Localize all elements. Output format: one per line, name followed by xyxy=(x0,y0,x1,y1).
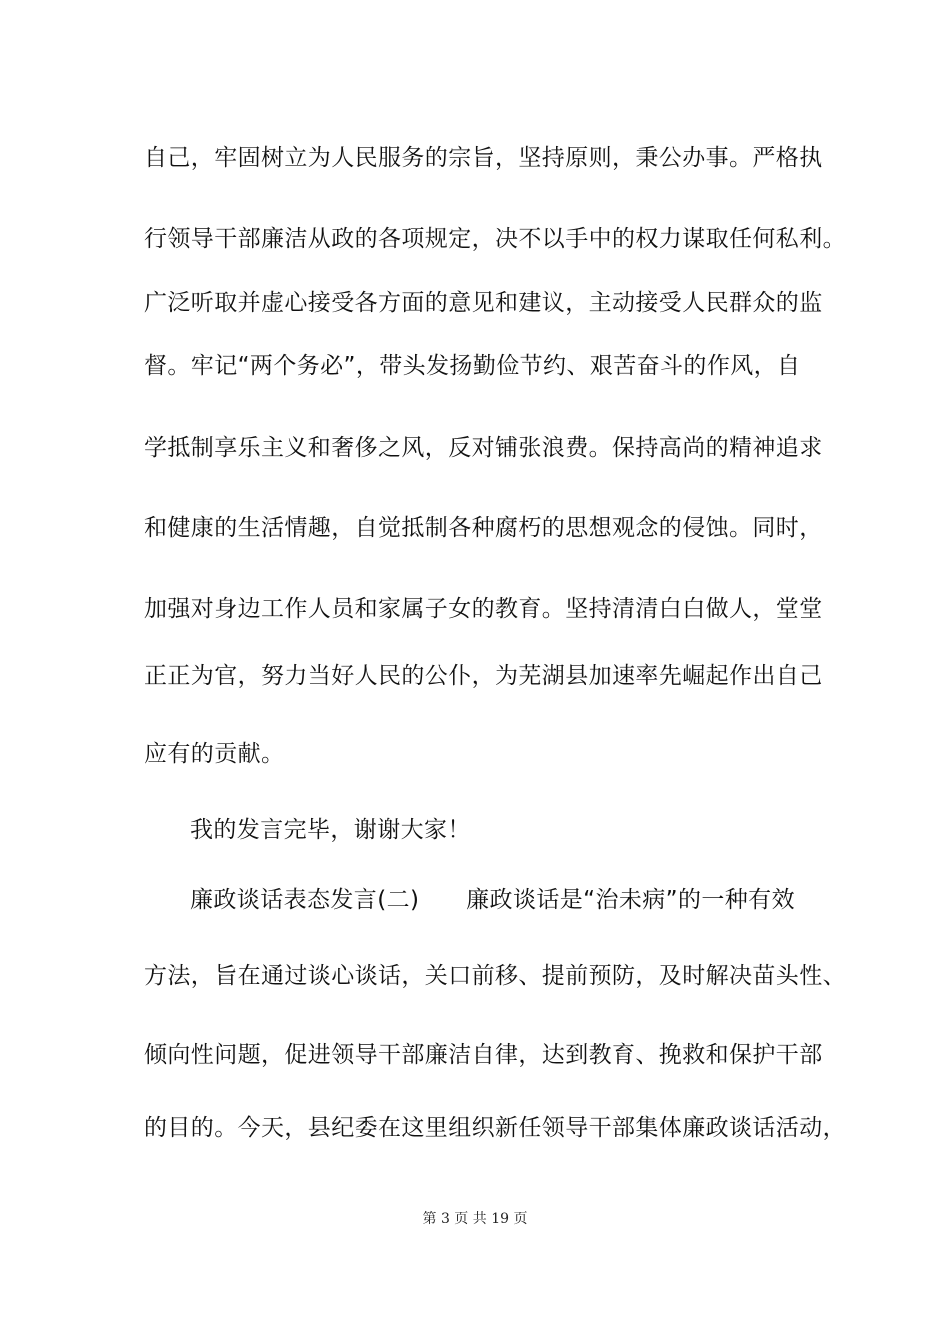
body-text-line: 学抵制享乐主义和奢侈之风，反对铺张浪费。保持高尚的精神追求 xyxy=(144,435,823,461)
body-text-line: 应有的贡献。 xyxy=(144,741,285,767)
body-text-line: 和健康的生活情趣，自觉抵制各种腐朽的思想观念的侵蚀。同时， xyxy=(144,515,823,541)
body-text-line: 行领导干部廉洁从政的各项规定，决不以手中的权力谋取任何私利。 xyxy=(144,226,846,252)
page-number-footer: 第 3 页 共 19 页 xyxy=(422,1211,528,1227)
body-text-line: 广泛听取并虚心接受各方面的意见和建议，主动接受人民群众的监 xyxy=(144,290,823,316)
body-text-line: 倾向性问题，促进领导干部廉洁自律，达到教育、挽救和保护干部 xyxy=(144,1042,823,1068)
section-heading-line: 廉政谈话表态发言(二) 廉政谈话是“治未病”的一种有效 xyxy=(190,887,795,913)
body-text-line: 正正为官，努力当好人民的公仆，为芜湖县加速率先崛起作出自己 xyxy=(144,663,823,689)
body-text-line: 的目的。今天，县纪委在这里组织新任领导干部集体廉政谈话活动， xyxy=(144,1115,846,1141)
body-text-line: 方法，旨在通过谈心谈话，关口前移、提前预防，及时解决苗头性、 xyxy=(144,963,846,989)
body-text-line: 自己，牢固树立为人民服务的宗旨，坚持原则，秉公办事。严格执 xyxy=(144,145,823,171)
body-text-line: 督。牢记“两个务必”，带头发扬勤俭节约、艰苦奋斗的作风，自 xyxy=(144,353,801,379)
body-text-line: 加强对身边工作人员和家属子女的教育。坚持清清白白做人，堂堂 xyxy=(144,596,823,622)
closing-line: 我的发言完毕，谢谢大家！ xyxy=(190,817,471,843)
